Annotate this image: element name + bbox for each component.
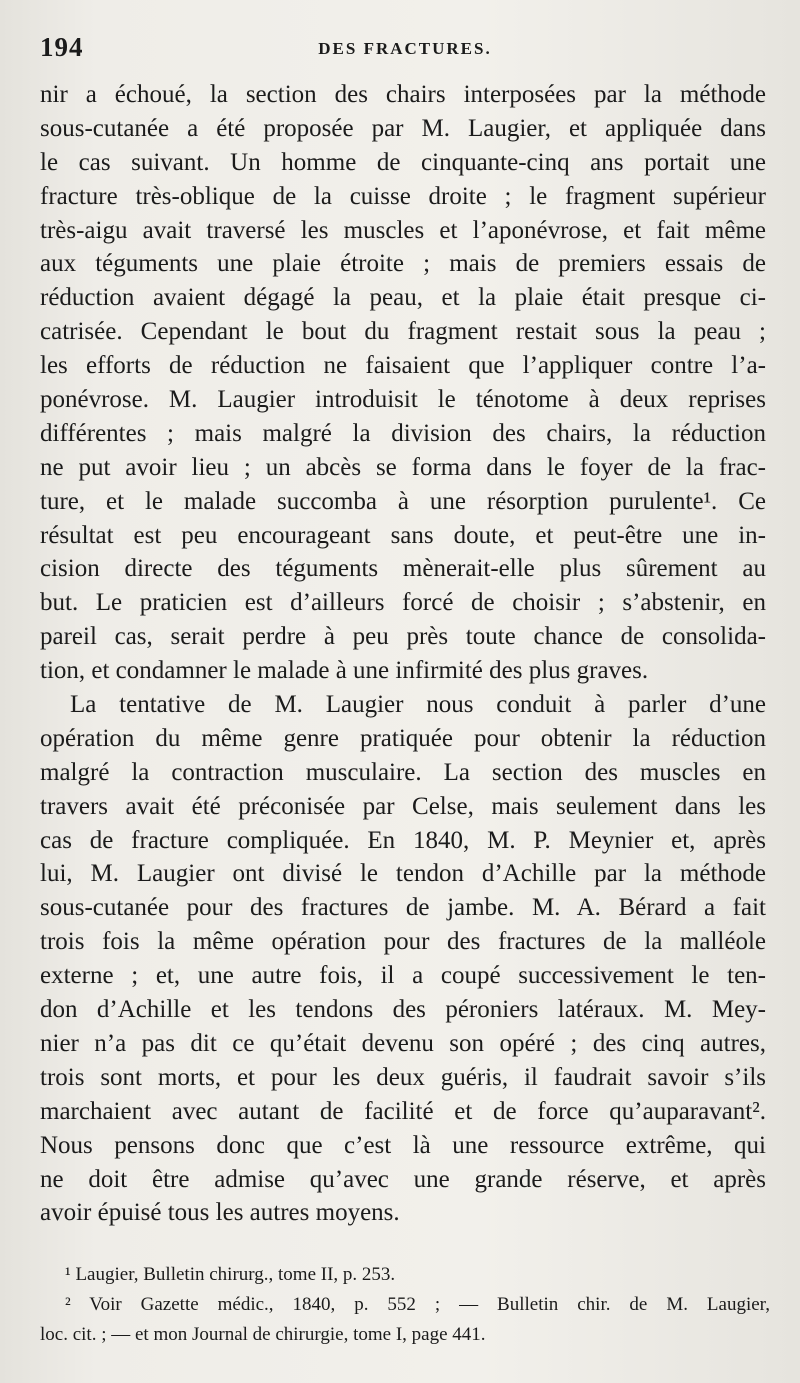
body-text	[40, 78, 766, 1230]
text-line: trois sont morts, et pour les deux guéris, il faudrait savoir s’ils	[40, 1063, 766, 1091]
text-line: don d’Achille et les tendons des péroniers latéraux. M. Mey-	[40, 996, 766, 1024]
text-line: nier n’a pas dit ce qu’était devenu son opéré ; des cinq autres,	[40, 1029, 766, 1057]
text-line: marchaient avec autant de facilité et de force qu’auparavant².	[40, 1097, 766, 1125]
text-line: Nous pensons donc que c’est là une ressource extrême, qui	[40, 1131, 766, 1159]
text-line: malgré la contraction musculaire. La section des muscles en	[40, 758, 766, 786]
footnote-container	[40, 1260, 770, 1350]
text-line: La tentative de M. Laugier nous conduit à parler d’une	[70, 691, 766, 719]
paragraph	[40, 688, 766, 1230]
text-line: trois fois la même opération pour des fractures de la malléole	[40, 928, 766, 956]
text-line: travers avait été préconisée par Celse, mais seulement dans les	[40, 792, 766, 820]
paragraph	[40, 78, 766, 688]
footnote-line: ¹ Laugier, Bulletin chirurg., tome II, p. 253.	[65, 1264, 396, 1285]
text-line: sous-cutanée pour des fractures de jambe. M. A. Bérard a fait	[40, 894, 766, 922]
text-line: tion, et condamner le malade à une infirmité des plus graves.	[40, 657, 649, 685]
text-line: lui, M. Laugier ont divisé le tendon d’Achille par la méthode	[40, 860, 766, 888]
page-header	[40, 32, 770, 68]
text-line: externe ; et, une autre fois, il a coupé successivement le ten-	[40, 962, 766, 990]
footnote-line: ² Voir Gazette médic., 1840, p. 552 ; — Bulletin chir. de M. Laugier,	[65, 1294, 770, 1315]
text-line: le cas suivant. Un homme de cinquante-cinq ans portait une	[40, 148, 766, 176]
text-line: cision directe des téguments mènerait-elle plus sûrement au	[40, 555, 766, 583]
text-line: fracture très-oblique de la cuisse droite ; le fragment supérieur	[40, 182, 766, 210]
text-line: ne put avoir lieu ; un abcès se forma dans le foyer de la frac-	[40, 453, 766, 481]
paragraph-container	[40, 78, 766, 1230]
text-line: ture, et le malade succomba à une résorption purulente¹. Ce	[40, 487, 766, 515]
text-line: sous-cutanée a été proposée par M. Laugier, et appliquée dans	[40, 114, 766, 142]
text-line: ponévrose. M. Laugier introduisit le ténotome à deux reprises	[40, 386, 766, 414]
footnotes	[40, 1260, 770, 1350]
text-line: opération du même genre pratiquée pour obtenir la réduction	[40, 724, 766, 752]
page-number: 194	[40, 32, 84, 62]
text-line: résultat est peu encourageant sans doute, et peut-être une in-	[40, 521, 766, 549]
text-line: très-aigu avait traversé les muscles et l’aponévrose, et fait même	[40, 216, 766, 244]
text-line: réduction avaient dégagé la peau, et la plaie était presque ci-	[40, 284, 766, 312]
text-line: aux téguments une plaie étroite ; mais de premiers essais de	[40, 250, 766, 278]
text-line: avoir épuisé tous les autres moyens.	[40, 1199, 400, 1227]
text-line: catrisée. Cependant le bout du fragment restait sous la peau ;	[40, 318, 766, 346]
text-line: les efforts de réduction ne faisaient que l’appliquer contre l’a-	[40, 352, 766, 380]
running-title: DES FRACTURES.	[318, 39, 492, 58]
text-line: nir a échoué, la section des chairs interposées par la méthode	[40, 81, 766, 108]
text-line: pareil cas, serait perdre à peu près toute chance de consolida-	[40, 623, 766, 651]
footnote-line: loc. cit. ; — et mon Journal de chirurgie, tome I, page 441.	[40, 1324, 486, 1345]
text-line: cas de fracture compliquée. En 1840, M. P. Meynier et, après	[40, 826, 766, 854]
text-line: but. Le praticien est d’ailleurs forcé de choisir ; s’abstenir, en	[40, 589, 766, 617]
text-line: ne doit être admise qu’avec une grande réserve, et après	[40, 1165, 766, 1193]
text-line: différentes ; mais malgré la division des chairs, la réduction	[40, 419, 766, 447]
